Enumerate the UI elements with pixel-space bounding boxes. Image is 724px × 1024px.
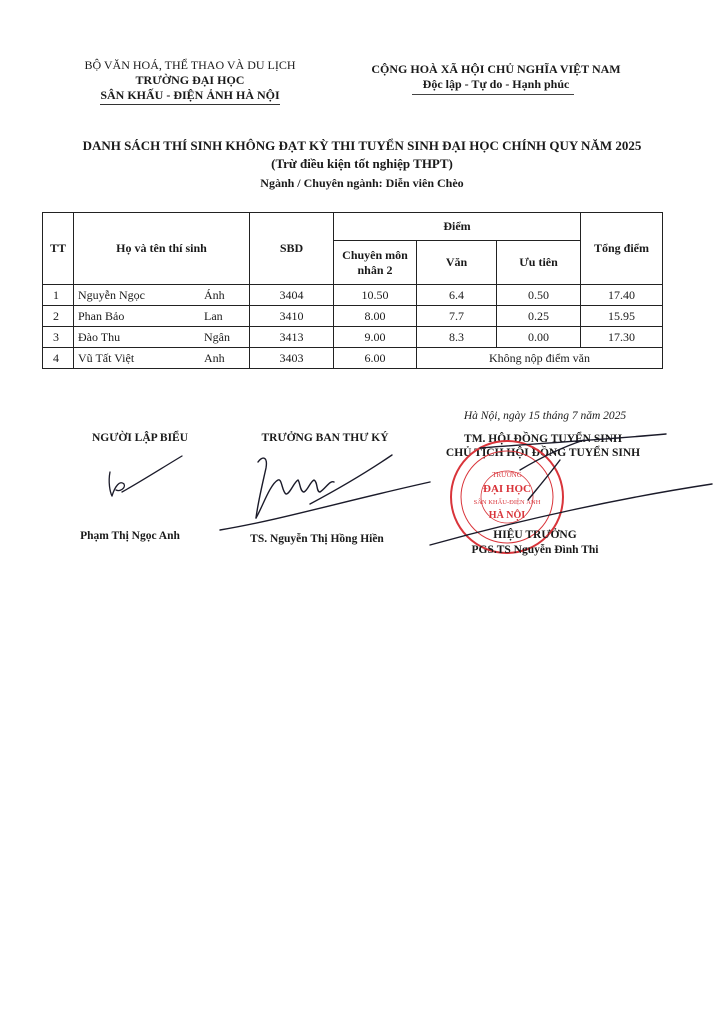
family-name: Vũ Tất Việt bbox=[78, 351, 135, 365]
secretary-name: TS. Nguyễn Thị Hồng Hiền bbox=[250, 533, 384, 545]
document-title: DANH SÁCH THÍ SINH KHÔNG ĐẠT KỲ THI TUYỂN SINH ĐẠI HỌC CHÍNH QUY NĂM 2025 bbox=[82, 138, 642, 153]
header-van: Văn bbox=[417, 241, 497, 285]
cell-van: 7.7 bbox=[417, 306, 497, 327]
cell-tong: 15.95 bbox=[581, 306, 663, 327]
cell-chuyen-mon: 8.00 bbox=[334, 306, 417, 327]
cell-note: Không nộp điểm văn bbox=[417, 348, 663, 369]
rector-block bbox=[450, 528, 620, 558]
header-uu-tien: Ưu tiên bbox=[497, 241, 581, 285]
major-line: Ngành / Chuyên ngành: Diễn viên Chèo bbox=[260, 176, 464, 190]
cell-tt: 1 bbox=[43, 285, 74, 306]
school-line-1: TRƯỜNG ĐẠI HỌC bbox=[135, 73, 245, 87]
cell-van: 6.4 bbox=[417, 285, 497, 306]
secretary-signature bbox=[220, 455, 430, 530]
family-name: Phan Bảo bbox=[78, 309, 125, 323]
document-subtitle: (Trừ điều kiện tốt nghiệp THPT) bbox=[271, 156, 453, 171]
cell-sbd: 3404 bbox=[250, 285, 334, 306]
cell-tong: 17.30 bbox=[581, 327, 663, 348]
cell-sbd: 3413 bbox=[250, 327, 334, 348]
preparer-title: NGƯỜI LẬP BIỂU bbox=[91, 432, 189, 444]
stamp-text-3: SÂN KHẤU-ĐIỆN ẢNH bbox=[473, 499, 541, 506]
cell-van: 8.3 bbox=[417, 327, 497, 348]
family-name: Nguyễn Ngọc bbox=[78, 288, 145, 302]
council-title-2: CHỦ TỊCH HỘI ĐỒNG TUYỂN SINH bbox=[445, 447, 641, 459]
stamp-text-4: HÀ NỘI bbox=[488, 510, 526, 521]
given-name: Ngân bbox=[204, 330, 230, 344]
cell-tong: 17.40 bbox=[581, 285, 663, 306]
given-name: Anh bbox=[204, 351, 225, 365]
cell-chuyen-mon: 6.00 bbox=[334, 348, 417, 369]
cell-tt: 2 bbox=[43, 306, 74, 327]
header-sbd: SBD bbox=[250, 213, 334, 285]
cell-tt: 3 bbox=[43, 327, 74, 348]
cell-uu-tien: 0.00 bbox=[497, 327, 581, 348]
stamp-text-1: TRƯỜNG bbox=[492, 471, 522, 479]
cell-sbd: 3403 bbox=[250, 348, 334, 369]
preparer-signature bbox=[109, 456, 182, 496]
rector-title: HIỆU TRƯỞNG bbox=[493, 529, 577, 541]
secretary-title: TRƯỞNG BAN THƯ KÝ bbox=[261, 432, 389, 444]
cell-chuyen-mon: 9.00 bbox=[334, 327, 417, 348]
country-name: CỘNG HOÀ XÃ HỘI CHỦ NGHĨA VIỆT NAM bbox=[371, 62, 621, 76]
cell-chuyen-mon: 10.50 bbox=[334, 285, 417, 306]
date-line: Hà Nội, ngày 15 tháng 7 năm 2025 bbox=[463, 410, 627, 422]
cell-sbd: 3410 bbox=[250, 306, 334, 327]
given-name: Ánh bbox=[204, 288, 225, 302]
rector-name: PGS.TS Nguyễn Đình Thi bbox=[471, 544, 599, 556]
given-name: Lan bbox=[204, 309, 223, 323]
header-tong: Tổng điểm bbox=[581, 213, 663, 285]
family-name: Đào Thu bbox=[78, 330, 121, 344]
header-chuyen-mon: Chuyên môn nhân 2 bbox=[334, 241, 417, 285]
header-diem: Điểm bbox=[334, 213, 581, 241]
cell-uu-tien: 0.50 bbox=[497, 285, 581, 306]
header-tt: TT bbox=[43, 213, 74, 285]
header-name: Họ và tên thí sinh bbox=[74, 213, 250, 285]
cell-uu-tien: 0.25 bbox=[497, 306, 581, 327]
preparer-name: Phạm Thị Ngọc Anh bbox=[80, 530, 180, 542]
ministry-name: BỘ VĂN HOÁ, THỂ THAO VÀ DU LỊCH bbox=[84, 58, 296, 72]
motto: Độc lập - Tự do - Hạnh phúc bbox=[422, 77, 570, 91]
stamp-text-2: ĐẠI HỌC bbox=[483, 483, 531, 495]
cell-tt: 4 bbox=[43, 348, 74, 369]
school-line-2: SÂN KHẤU - ĐIỆN ẢNH HÀ NỘI bbox=[100, 88, 279, 105]
council-title-1: TM. HỘI ĐỒNG TUYỂN SINH bbox=[464, 433, 622, 445]
